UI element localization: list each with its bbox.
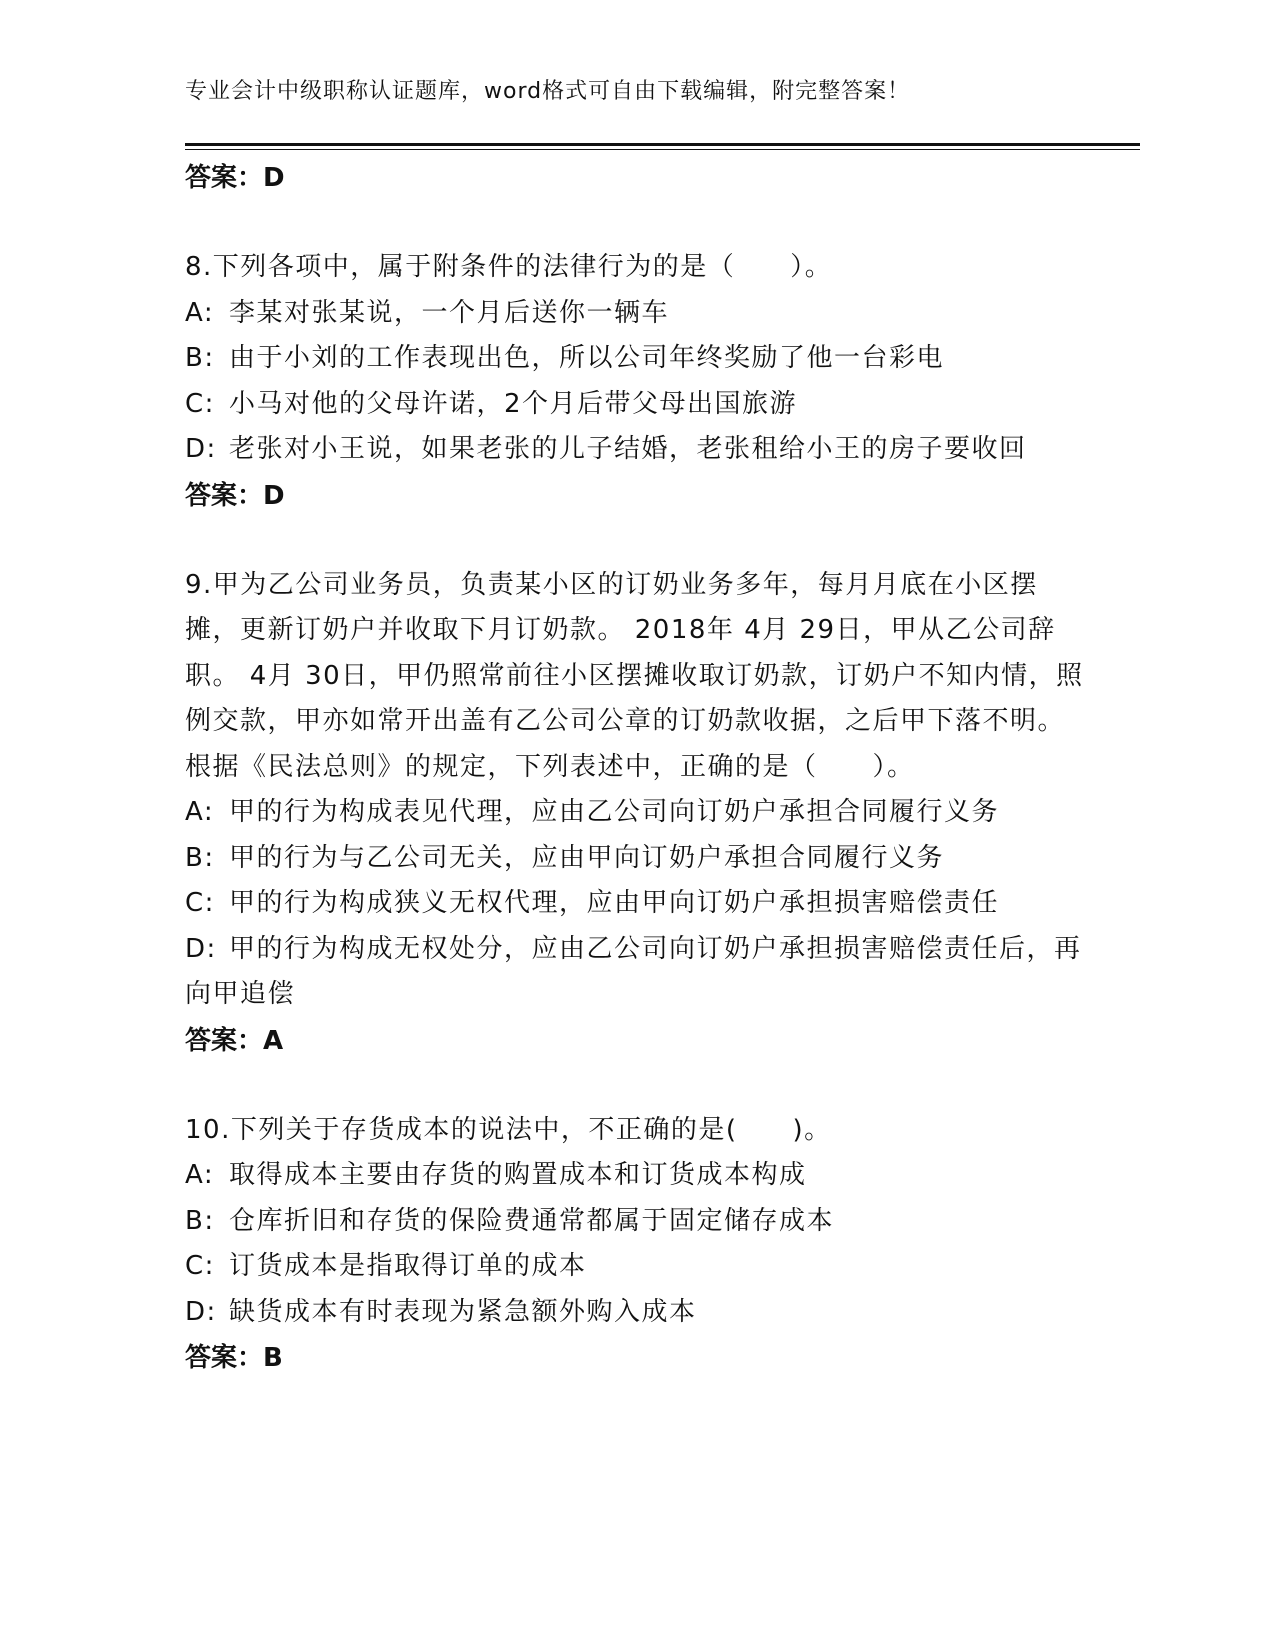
option-a: [185, 1153, 1085, 1199]
header-divider-thin: [185, 149, 1140, 150]
question-10: [185, 1108, 1085, 1382]
option-c: [185, 1244, 1085, 1290]
question-stem: 10.下列关于存货成本的说法中，不正确的是( )。: [185, 1114, 832, 1145]
option-text: 订货成本是指取得订单的成本: [229, 1251, 587, 1281]
option-text: 仓库折旧和存货的保险费通常都属于固定储存成本: [229, 1205, 835, 1236]
answer-label: 答案：D: [185, 480, 285, 511]
option-letter: B:: [185, 343, 215, 373]
option-letter: D:: [185, 434, 217, 464]
option-d: [185, 1290, 1085, 1336]
option-b: [185, 336, 1085, 382]
option-c: [185, 881, 1085, 927]
option-text: 由于小刘的工作表现出色，所以公司年终奖励了他一台彩电: [229, 343, 945, 373]
option-letter: D:: [185, 933, 217, 964]
option-text: 取得成本主要由存货的购置成本和订货成本构成: [229, 1160, 807, 1190]
option-text: 老张对小王说，如果老张的儿子结婚，老张租给小王的房子要收回: [229, 434, 1027, 464]
question-stem: 8.下列各项中，属于附条件的法律行为的是（ ）。: [185, 252, 833, 282]
header-divider: [185, 143, 1140, 146]
page-header: 专业会计中级职称认证题库，word格式可自由下载编辑，附完整答案！: [185, 79, 911, 104]
option-letter: A:: [185, 297, 215, 328]
option-text: 李某对张某说，一个月后送你一辆车: [229, 297, 670, 328]
option-text: 小马对他的父母许诺，2个月后带父母出国旅游: [229, 388, 798, 419]
question-9: [185, 563, 1085, 1064]
answer-label: 答案：A: [185, 1025, 284, 1056]
option-text: 甲的行为与乙公司无关，应由甲向订奶户承担合同履行义务: [229, 842, 945, 873]
option-b: [185, 836, 1085, 882]
option-a: [185, 291, 1085, 337]
previous-answer: 答案：D: [185, 163, 285, 193]
option-d: [185, 927, 1085, 1018]
answer-label: 答案：B: [185, 1343, 283, 1373]
option-text: 甲的行为构成表见代理，应由乙公司向订奶户承担合同履行义务: [229, 797, 1000, 827]
option-letter: C:: [185, 1251, 215, 1281]
question-8: [185, 245, 1085, 519]
option-text: 缺货成本有时表现为紧急额外购入成本: [229, 1296, 697, 1327]
option-letter: C:: [185, 388, 215, 419]
option-text: 甲的行为构成狭义无权代理，应由甲向订奶户承担损害赔偿责任: [229, 888, 1000, 918]
option-c: [185, 382, 1085, 428]
option-b: [185, 1199, 1085, 1245]
question-stem: 9.甲为乙公司业务员，负责某小区的订奶业务多年，每月月底在小区摆摊，更新订奶户并收取下月订奶款。 2018年 4月 29日，甲从乙公司辞职。 4月 30日，甲仍照常前往小区摆摊收取订奶款，订奶户不知内情，照例交款，甲亦如常开出盖有乙公司公章的订奶款收据，之后甲下落不明。根据《民法总则》的规定，下列表述中，正确的是（ ）。: [185, 569, 1084, 782]
option-letter: B:: [185, 842, 215, 873]
option-letter: D:: [185, 1296, 217, 1327]
option-letter: C:: [185, 888, 215, 918]
option-letter: A:: [185, 797, 215, 827]
option-a: [185, 790, 1085, 836]
option-text: 甲的行为构成无权处分，应由乙公司向订奶户承担损害赔偿责任后，再向甲追偿: [185, 933, 1082, 1009]
option-letter: B:: [185, 1205, 215, 1236]
question-list: [185, 155, 1085, 1381]
option-d: [185, 427, 1085, 473]
option-letter: A:: [185, 1160, 215, 1190]
